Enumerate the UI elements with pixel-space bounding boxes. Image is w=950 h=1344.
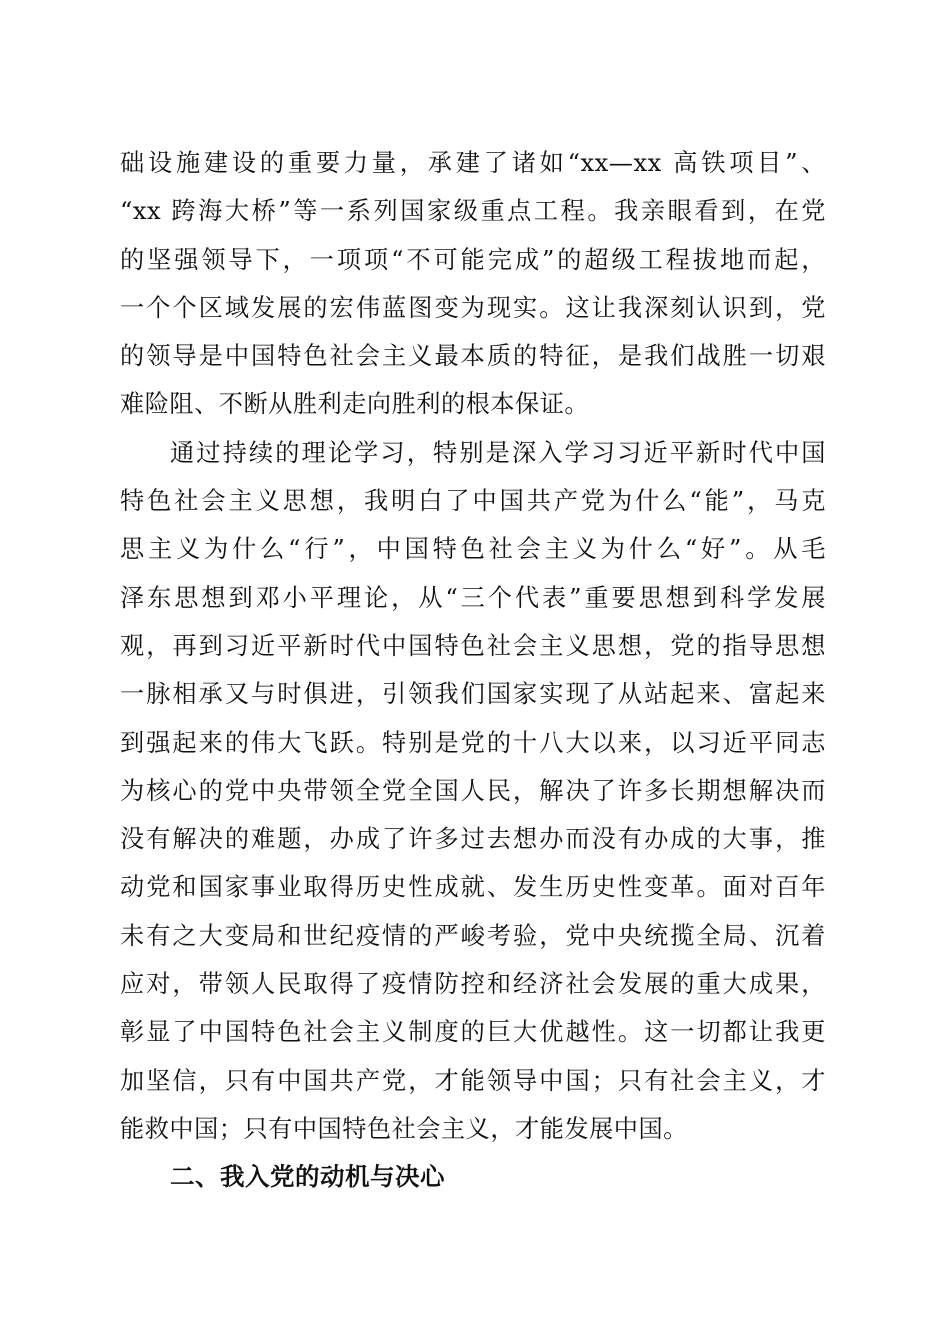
document-body <box>120 139 826 1202</box>
paragraph-line: 通过持续的理论学习，特别是深入学习习近平新时代中国 <box>170 438 826 467</box>
paragraph-line: 没有解决的难题，办成了许多过去想办而没有办成的大事，推 <box>120 825 826 854</box>
paragraph-theory-study <box>120 429 826 1153</box>
paragraph-line: 的领导是中国特色社会主义最本质的特征，是我们战胜一切艰 <box>120 342 826 371</box>
paragraph-line: “xx 跨海大桥”等一系列国家级重点工程。我亲眼看到，在党 <box>120 197 826 226</box>
paragraph-line: 应对，带领人民取得了疫情防控和经济社会发展的重大成果， <box>120 970 826 999</box>
paragraph-line: 思主义为什么“行”，中国特色社会主义为什么“好”。从毛 <box>120 535 826 564</box>
paragraph-line: 泽东思想到邓小平理论，从“三个代表”重要思想到科学发展 <box>120 583 826 612</box>
paragraph-line: 一脉相承又与时俱进，引领我们国家实现了从站起来、富起来 <box>120 680 826 709</box>
paragraph-line: 未有之大变局和世纪疫情的严峻考验，党中央统揽全局、沉着 <box>120 921 826 950</box>
paragraph-line: 到强起来的伟大飞跃。特别是党的十八大以来，以习近平同志 <box>120 728 826 757</box>
paragraph-line: 一个个区域发展的宏伟蓝图变为现实。这让我深刻认识到，党 <box>120 293 826 322</box>
paragraph-party-leadership <box>120 139 826 429</box>
paragraph-line: 础设施建设的重要力量，承建了诸如“xx—xx 高铁项目”、 <box>120 149 826 177</box>
paragraph-line: 动党和国家事业取得历史性成就、发生历史性变革。面对百年 <box>120 873 826 902</box>
paragraph-line: 能救中国；只有中国特色社会主义，才能发展中国。 <box>120 1114 688 1143</box>
section-heading: 二、我入党的动机与决心 <box>170 1162 445 1192</box>
paragraph-line: 为核心的党中央带领全党全国人民，解决了许多长期想解决而 <box>120 776 826 805</box>
paragraph-line: 彰显了中国特色社会主义制度的巨大优越性。这一切都让我更 <box>120 1018 826 1047</box>
paragraph-line: 观，再到习近平新时代中国特色社会主义思想，党的指导思想 <box>120 631 826 660</box>
paragraph-line: 的坚强领导下，一项项“不可能完成”的超级工程拔地而起， <box>120 245 826 274</box>
paragraph-line: 难险阻、不断从胜利走向胜利的根本保证。 <box>120 390 590 419</box>
paragraph-line: 加坚信，只有中国共产党，才能领导中国；只有社会主义，才 <box>120 1066 826 1095</box>
paragraph-line: 特色社会主义思想，我明白了中国共产党为什么“能”，马克 <box>120 487 826 516</box>
